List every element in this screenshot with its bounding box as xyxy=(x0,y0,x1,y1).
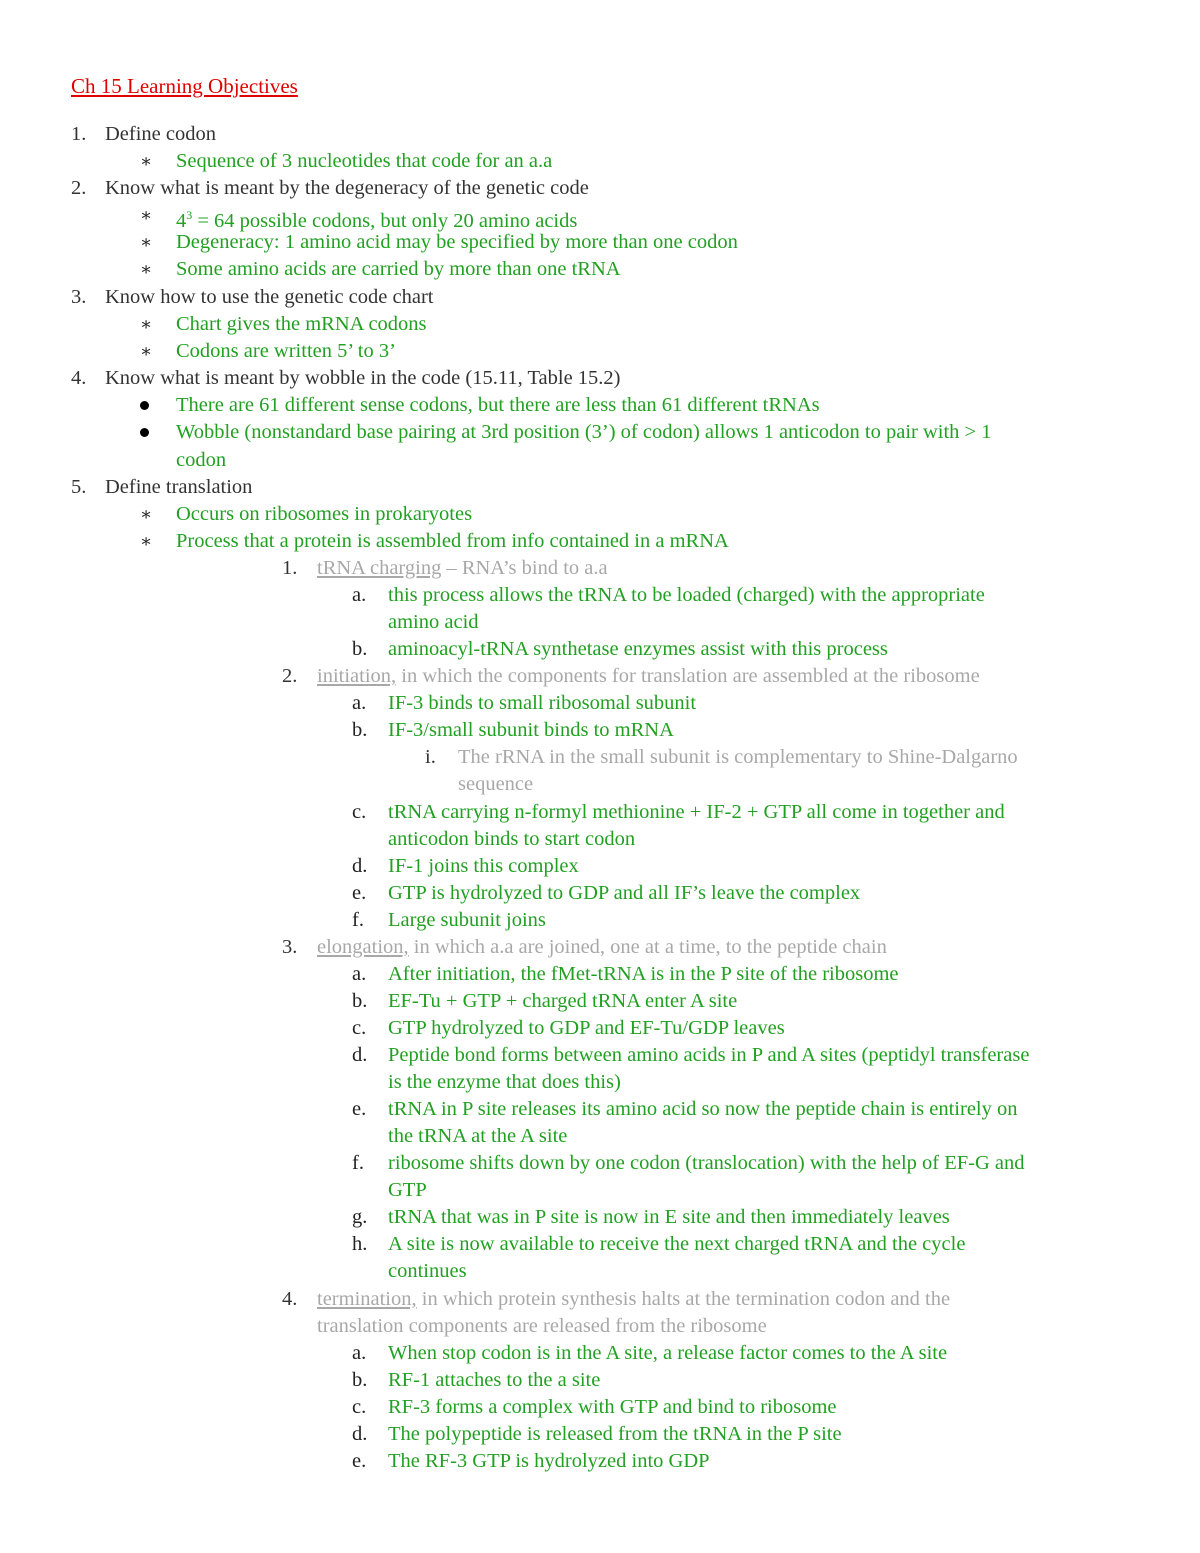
line-body: Occurs on ribosomes in prokaryotes xyxy=(176,503,473,525)
line-body: this process allows the tRNA to be loaded (charged) with the appropriate xyxy=(388,584,985,606)
line-body: Know how to use the genetic code chart xyxy=(105,286,434,308)
line-text xyxy=(388,1069,621,1096)
asterisk-bullet-icon: ∗ xyxy=(140,504,153,524)
line-body: There are 61 different sense codons, but there are less than 61 different tRNAs xyxy=(176,394,820,416)
line-body: tRNA carrying n-formyl methionine + IF-2 + GTP all come in together and xyxy=(388,801,1005,823)
line-body: Know what is meant by wobble in the code (15.11, Table 15.2) xyxy=(105,367,621,389)
line-text xyxy=(317,1313,767,1340)
list-marker: f. xyxy=(352,1152,364,1174)
list-marker: 4. xyxy=(282,1288,298,1310)
line-text xyxy=(176,419,992,446)
list-marker: 2. xyxy=(282,665,298,687)
line-body: Degeneracy: 1 amino acid may be specified by more than one codon xyxy=(176,231,738,253)
line-text xyxy=(388,853,579,880)
line-text xyxy=(458,744,1018,771)
line-text xyxy=(388,907,546,934)
list-marker: b. xyxy=(352,638,368,660)
line-body: IF-1 joins this complex xyxy=(388,855,579,877)
base-number: 4 xyxy=(176,209,187,232)
asterisk-bullet-icon: ∗ xyxy=(140,314,153,334)
line-body: in which a.a are joined, one at a time, to the peptide chain xyxy=(408,936,887,958)
line-body: When stop codon is in the A site, a release factor comes to the A site xyxy=(388,1342,948,1364)
line-body: Large subunit joins xyxy=(388,909,546,931)
list-marker: 3. xyxy=(282,936,298,958)
line-text xyxy=(105,284,433,311)
list-marker: 2. xyxy=(71,177,87,199)
line-body: RF-3 forms a complex with GTP and bind to ribosome xyxy=(388,1396,837,1418)
line-text xyxy=(388,1177,427,1204)
line-text xyxy=(388,880,860,907)
line-text xyxy=(317,934,887,961)
document-title: Ch 15 Learning Objectives xyxy=(71,74,298,98)
list-marker: 3. xyxy=(71,286,87,308)
line-body: translation components are released from the ribosome xyxy=(317,1315,767,1337)
line-text xyxy=(388,1421,842,1448)
line-body: Sequence of 3 nucleotides that code for an a.a xyxy=(176,150,553,172)
line-body: Define translation xyxy=(105,476,253,498)
line-body: anticodon binds to start codon xyxy=(388,828,636,850)
line-text xyxy=(176,148,552,175)
line-text xyxy=(105,175,589,202)
list-marker: e. xyxy=(352,882,367,904)
line-body: in which the components for translation are assembled at the ribosome xyxy=(396,665,980,687)
list-marker: c. xyxy=(352,1017,367,1039)
list-marker: e. xyxy=(352,1098,367,1120)
line-text xyxy=(176,392,820,419)
line-text xyxy=(105,121,216,148)
line-text xyxy=(388,988,737,1015)
line-text xyxy=(458,771,533,798)
list-marker: d. xyxy=(352,1044,368,1066)
line-body: IF-3/small subunit binds to mRNA xyxy=(388,719,674,741)
line-body: GTP is hydrolyzed to GDP and all IF’s leave the complex xyxy=(388,882,861,904)
bullet-dot-icon xyxy=(140,401,149,410)
list-marker: b. xyxy=(352,1369,368,1391)
line-body: IF-3 binds to small ribosomal subunit xyxy=(388,692,697,714)
list-marker: f. xyxy=(352,909,364,931)
asterisk-bullet-icon: ∗ xyxy=(140,259,153,279)
asterisk-bullet-icon: ∗ xyxy=(140,151,153,171)
line-body: Process that a protein is assembled from info contained in a mRNA xyxy=(176,530,729,552)
line-body: tRNA that was in P site is now in E site and then immediately leaves xyxy=(388,1206,950,1228)
line-text xyxy=(388,609,479,636)
list-marker: i. xyxy=(425,746,436,768)
list-marker: c. xyxy=(352,801,367,823)
line-text xyxy=(388,717,674,744)
line-body: GTP hydrolyzed to GDP and EF-Tu/GDP leaves xyxy=(388,1017,785,1039)
underlined-term: tRNA charging xyxy=(317,557,442,579)
line-body: is the enzyme that does this) xyxy=(388,1071,621,1093)
line-body: continues xyxy=(388,1260,467,1282)
line-body: After initiation, the fMet-tRNA is in the P site of the ribosome xyxy=(388,963,899,985)
line-body: Peptide bond forms between amino acids in P and A sites (peptidyl transferase xyxy=(388,1044,1030,1066)
line-body: Chart gives the mRNA codons xyxy=(176,313,427,335)
list-marker: e. xyxy=(352,1450,367,1472)
line-text xyxy=(388,1042,1029,1069)
list-marker: a. xyxy=(352,692,367,714)
list-marker: a. xyxy=(352,1342,367,1364)
line-body: The rRNA in the small subunit is complementary to Shine-Dalgarno xyxy=(458,746,1018,768)
line-body: – RNA’s bind to a.a xyxy=(441,557,608,579)
line-text xyxy=(388,1394,837,1421)
line-body: Wobble (nonstandard base pairing at 3rd position (3’) of codon) allows 1 anticodon to pair with > 1 xyxy=(176,421,992,443)
line-body: the tRNA at the A site xyxy=(388,1125,568,1147)
line-text xyxy=(388,1448,710,1475)
line-body: Codons are written 5’ to 3’ xyxy=(176,340,396,362)
line-body: Know what is meant by the degeneracy of the genetic code xyxy=(105,177,589,199)
line-body: EF-Tu + GTP + charged tRNA enter A site xyxy=(388,990,738,1012)
line-body: The polypeptide is released from the tRNA in the P site xyxy=(388,1423,842,1445)
list-marker: a. xyxy=(352,963,367,985)
line-body: in which protein synthesis halts at the termination codon and the xyxy=(416,1288,951,1310)
line-body: codon xyxy=(176,449,227,471)
list-marker: 1. xyxy=(282,557,298,579)
asterisk-bullet-icon: ∗ xyxy=(140,531,153,551)
line-body: = 64 possible codons, but only 20 amino acids xyxy=(197,209,578,232)
line-text xyxy=(176,229,738,256)
list-marker: 5. xyxy=(71,476,87,498)
line-body: amino acid xyxy=(388,611,479,633)
line-text xyxy=(176,256,621,283)
list-marker: 1. xyxy=(71,123,87,145)
line-text xyxy=(388,1096,1018,1123)
asterisk-bullet-icon: ∗ xyxy=(140,205,153,225)
line-body: RF-1 attaches to the a site xyxy=(388,1369,601,1391)
line-body: Define codon xyxy=(105,123,216,145)
line-text xyxy=(388,1123,567,1150)
list-marker: 4. xyxy=(71,367,87,389)
line-body: The RF-3 GTP is hydrolyzed into GDP xyxy=(388,1450,710,1472)
line-text xyxy=(388,582,985,609)
line-text xyxy=(317,663,980,690)
line-text xyxy=(176,338,396,365)
list-marker: h. xyxy=(352,1233,368,1255)
line-text xyxy=(388,1258,467,1285)
list-marker: a. xyxy=(352,584,367,606)
line-text xyxy=(388,690,696,717)
exponent: 3 xyxy=(186,208,193,222)
list-marker: b. xyxy=(352,719,368,741)
line-text xyxy=(105,474,252,501)
line-text xyxy=(176,501,472,528)
line-text xyxy=(388,1231,965,1258)
line-body: A site is now available to receive the next charged tRNA and the cycle xyxy=(388,1233,966,1255)
list-marker: g. xyxy=(352,1206,368,1228)
line-text xyxy=(176,447,226,474)
line-body: GTP xyxy=(388,1179,427,1201)
asterisk-bullet-icon: ∗ xyxy=(140,232,153,252)
bullet-dot-icon xyxy=(140,428,149,437)
list-marker: d. xyxy=(352,1423,368,1445)
line-text xyxy=(176,311,427,338)
line-text xyxy=(105,365,621,392)
line-text xyxy=(388,1150,1025,1177)
line-text xyxy=(317,555,608,582)
line-text xyxy=(388,1340,947,1367)
underlined-term: elongation, xyxy=(317,936,409,958)
list-marker: d. xyxy=(352,855,368,877)
line-text xyxy=(388,1204,950,1231)
line-text xyxy=(388,636,888,663)
list-marker: b. xyxy=(352,990,368,1012)
line-body: sequence xyxy=(458,773,534,795)
list-marker: c. xyxy=(352,1396,367,1418)
line-text xyxy=(388,961,899,988)
line-body: aminoacyl-tRNA synthetase enzymes assist with this process xyxy=(388,638,888,660)
line-text xyxy=(317,1286,950,1313)
underlined-term: initiation, xyxy=(317,665,397,687)
line-body: ribosome shifts down by one codon (translocation) with the help of EF-G and xyxy=(388,1152,1025,1174)
line-text xyxy=(388,1367,600,1394)
underlined-term: termination, xyxy=(317,1288,417,1310)
line-text xyxy=(388,826,635,853)
line-text xyxy=(388,1015,785,1042)
line-body: Some amino acids are carried by more than one tRNA xyxy=(176,258,621,280)
asterisk-bullet-icon: ∗ xyxy=(140,341,153,361)
line-text xyxy=(388,799,1005,826)
line-body: tRNA in P site releases its amino acid so now the peptide chain is entirely on xyxy=(388,1098,1018,1120)
line-text xyxy=(176,528,729,555)
